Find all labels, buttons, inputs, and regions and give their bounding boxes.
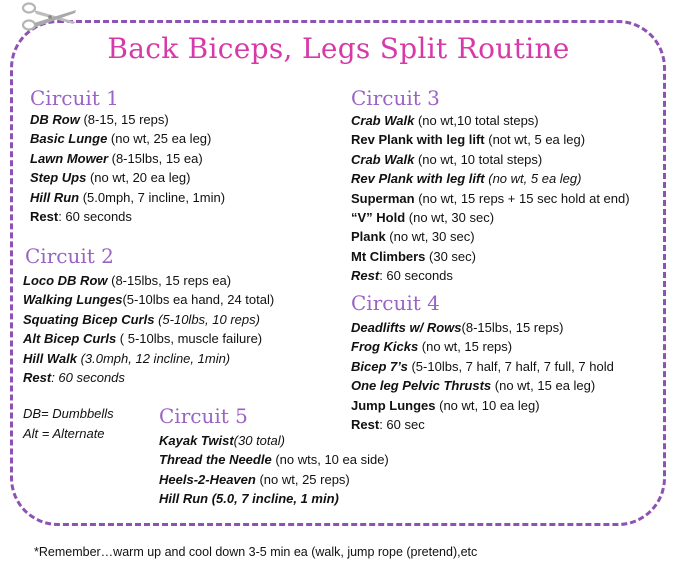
exercise-detail: : 60 sec	[379, 416, 425, 432]
exercise-name: Thread the Needle	[159, 452, 272, 468]
circuit-2-list	[23, 271, 274, 387]
list-item	[351, 318, 614, 337]
list-item	[351, 208, 630, 227]
exercise-name: Mt Climbers	[351, 248, 426, 264]
exercise-name: Alt Bicep Curls	[23, 331, 117, 347]
circuit-5-list	[159, 431, 389, 509]
exercise-name: One leg Pelvic Thrusts	[351, 378, 492, 394]
list-item	[23, 349, 274, 368]
exercise-detail: (no wt, 10 total steps)	[414, 151, 543, 167]
list-item	[351, 337, 614, 356]
exercise-name: Hill Walk	[23, 350, 77, 366]
list-item	[351, 396, 614, 415]
exercise-detail: : 60 seconds	[379, 268, 453, 284]
list-item	[30, 129, 225, 148]
exercise-name: Plank	[351, 229, 386, 245]
circuit-4-list	[351, 318, 614, 434]
list-item	[159, 450, 389, 469]
footnote: *Remember…warm up and cool down 3-5 min ea (walk, jump rope (pretend),etc	[34, 545, 478, 559]
list-item	[30, 149, 225, 168]
circuit-1-heading: Circuit 1	[30, 86, 119, 110]
exercise-detail: ( 5-10lbs, muscle failure)	[116, 331, 263, 347]
exercise-name: Rev Plank with leg lift	[351, 132, 485, 148]
exercise-detail: : 60 seconds	[58, 208, 132, 224]
exercise-detail: (5-10lbs, 7 half, 7 half, 7 full, 7 hold	[407, 358, 614, 374]
exercise-name: Rest	[351, 268, 380, 284]
exercise-name: Rest	[23, 369, 52, 385]
list-item	[351, 266, 630, 285]
exercise-name: Loco DB Row	[23, 273, 108, 288]
list-item	[159, 431, 389, 450]
list-item	[351, 227, 630, 246]
list-item	[23, 310, 274, 329]
exercise-detail: (no wts, 10 ea side)	[271, 452, 389, 468]
exercise-detail: (no wt, 20 ea leg)	[86, 170, 191, 186]
exercise-detail: (no wt, 25 reps)	[255, 471, 350, 487]
exercise-detail: (5-10lbs ea hand, 24 total)	[122, 292, 275, 308]
exercise-detail: (no wt, 30 sec)	[405, 209, 495, 225]
exercise-detail: (8-15lbs, 15 reps ea)	[107, 273, 232, 288]
exercise-detail: (5.0mph, 7 incline, 1min)	[79, 189, 226, 205]
exercise-detail: (30 total)	[233, 433, 285, 448]
page-title: Back Biceps, Legs Split Routine	[107, 32, 570, 65]
exercise-name: Superman	[351, 190, 415, 206]
exercise-name: Crab Walk	[351, 151, 415, 167]
exercise-name: Hill Run	[30, 189, 80, 205]
exercise-name: Rest	[30, 208, 59, 224]
exercise-detail: (3.0mph, 12 incline, 1min)	[76, 350, 231, 366]
list-item	[23, 290, 274, 309]
list-item	[351, 130, 630, 149]
exercise-detail: (no wt, 30 sec)	[385, 229, 475, 245]
exercise-name: Bicep 7’s	[351, 358, 408, 374]
list-item	[23, 368, 274, 387]
list-item	[30, 207, 225, 226]
exercise-name: “V” Hold	[351, 209, 406, 225]
exercise-name: Lawn Mower	[30, 150, 109, 166]
exercise-detail: : 60 seconds	[51, 369, 125, 385]
legend-alt: Alt = Alternate	[23, 426, 105, 441]
circuit-3-heading: Circuit 3	[351, 86, 440, 110]
exercise-detail: (8-15lbs, 15 ea)	[108, 150, 203, 166]
list-item	[351, 247, 630, 266]
exercise-name: Rest	[351, 416, 380, 432]
scissors-icon	[20, 0, 78, 34]
list-item	[23, 271, 274, 290]
exercise-name: Rev Plank with leg lift	[351, 171, 485, 187]
exercise-detail: (no wt, 25 ea leg)	[107, 131, 212, 147]
exercise-detail: (no wt, 5 ea leg)	[484, 171, 582, 187]
list-item	[351, 150, 630, 169]
exercise-name: Deadlifts w/ Rows	[351, 320, 462, 335]
list-item	[30, 188, 225, 207]
list-item	[30, 110, 225, 129]
legend-db: DB= Dumbbells	[23, 406, 114, 421]
exercise-name: Step Ups	[30, 170, 87, 186]
exercise-name: Hill Run (5.0, 7 incline, 1 min)	[159, 491, 339, 507]
exercise-detail: (30 sec)	[425, 248, 476, 264]
exercise-detail: (no wt, 15 ea leg)	[491, 378, 596, 394]
exercise-name: Kayak Twist	[159, 433, 234, 448]
circuit-1-list	[30, 110, 225, 226]
circuit-3-list	[351, 111, 630, 286]
list-item	[351, 415, 614, 434]
circuit-5-heading: Circuit 5	[159, 404, 248, 428]
exercise-name: Jump Lunges	[351, 397, 436, 413]
list-item	[351, 376, 614, 395]
exercise-name: Heels-2-Heaven	[159, 471, 256, 487]
exercise-name: DB Row	[30, 112, 80, 127]
exercise-name: Walking Lunges	[23, 292, 123, 308]
exercise-name: Crab Walk	[351, 113, 415, 128]
exercise-detail: (no wt, 15 reps + 15 sec hold at end)	[414, 190, 630, 206]
list-item	[351, 189, 630, 208]
exercise-name: Squating Bicep Curls	[23, 311, 155, 327]
list-item	[159, 489, 389, 508]
exercise-name: Basic Lunge	[30, 131, 108, 147]
exercise-detail: (8-15, 15 reps)	[79, 112, 169, 127]
exercise-detail: (no wt, 15 reps)	[418, 339, 513, 355]
exercise-detail: (not wt, 5 ea leg)	[484, 132, 586, 148]
circuit-2-heading: Circuit 2	[25, 244, 114, 268]
list-item	[159, 470, 389, 489]
exercise-name: Frog Kicks	[351, 339, 419, 355]
list-item	[351, 169, 630, 188]
list-item	[23, 329, 274, 348]
list-item	[30, 168, 225, 187]
list-item	[351, 357, 614, 376]
exercise-detail: (5-10lbs, 10 reps)	[154, 311, 260, 327]
list-item	[351, 111, 630, 130]
circuit-4-heading: Circuit 4	[351, 291, 440, 315]
exercise-detail: (no wt, 10 ea leg)	[435, 397, 540, 413]
exercise-detail: (no wt,10 total steps)	[414, 113, 539, 128]
exercise-detail: (8-15lbs, 15 reps)	[461, 320, 564, 335]
